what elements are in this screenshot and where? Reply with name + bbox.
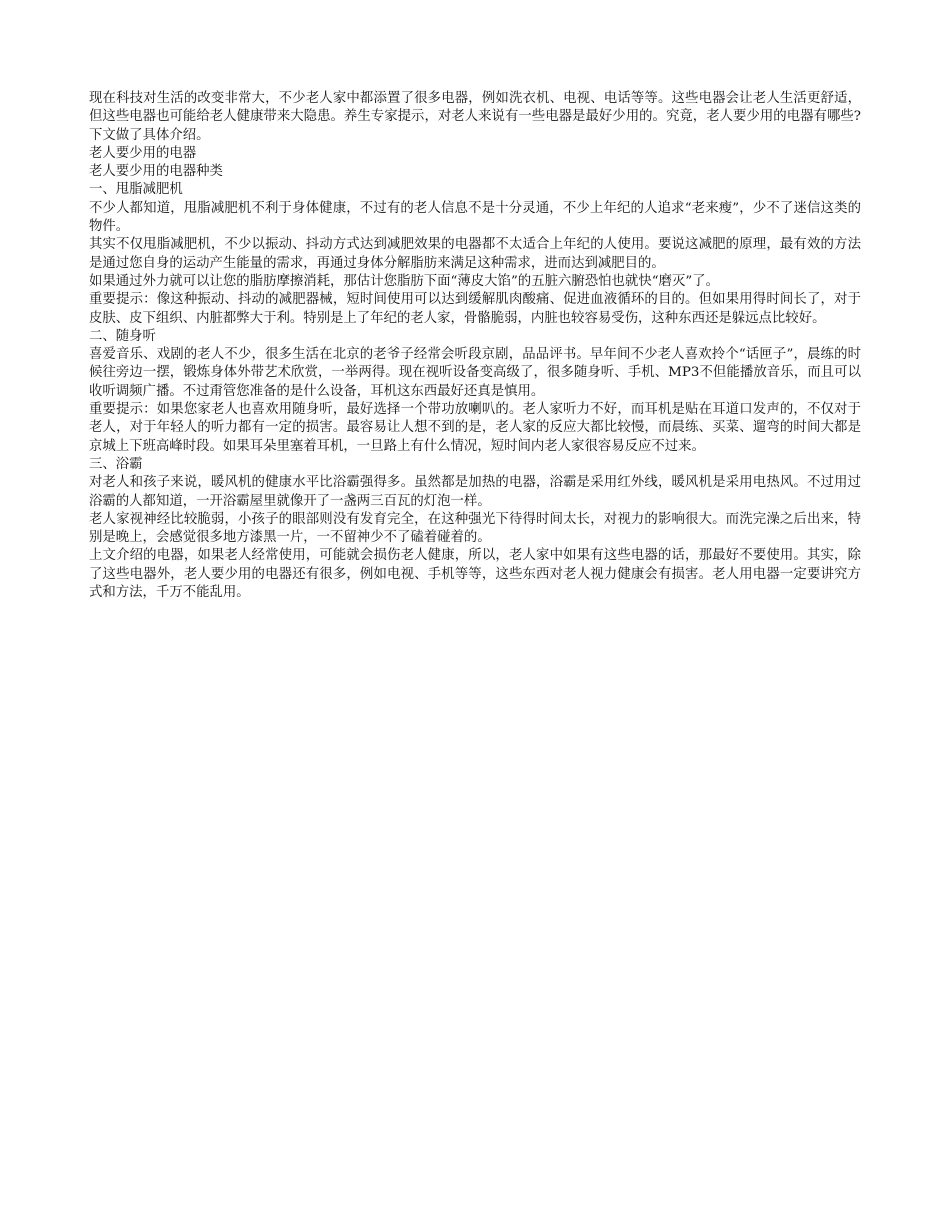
- article-body: [89, 90, 861, 602]
- conclusion-paragraph: 上文介绍的电器，如果老人经常使用，可能就会损伤老人健康，所以，老人家中如果有这些电器的话，那最好不要使用。其实，除了这些电器外，老人要少用的电器还有很多，例如电视、手机等等，这些东西对老人视力健康会有损害。老人用电器一定要讲究方式和方法，千万不能乱用。: [89, 548, 861, 601]
- paragraph: 不少人都知道，甩脂减肥机不利于身体健康，不过有的老人信息不是十分灵通，不少上年纪的人追求“老来瘦”，少不了迷信这类的物件。: [89, 200, 861, 235]
- section-heading-walkman: 二、随身听: [89, 328, 156, 344]
- tip-paragraph: 重要提示：像这种振动、抖动的减肥器械，短时间使用可以达到缓解肌肉酸痛、促进血液循环的目的。但如果用得时间长了，对于皮肤、皮下组织、内脏都弊大于利。特别是上了年纪的老人家，骨骼脆弱，内脏也较容易受伤，这种东西还是躲远点比较好。: [89, 292, 861, 326]
- section-heading-bath-heater: 三、浴霸: [89, 456, 143, 472]
- paragraph: 喜爱音乐、戏剧的老人不少，很多生活在北京的老爷子经常会听段京剧，品品评书。早年间不少老人喜欢拎个“话匣子”，晨练的时候往旁边一摆，锻炼身体外带艺术欣赏，一举两得。现在视听设备变高级了，很多随身听、手机、MP3不但能播放音乐，而且可以收听调频广播。不过甭管您准备的是什么设备，耳机这东西最好还真是慎用。: [89, 347, 861, 399]
- paragraph: 如果通过外力就可以让您的脂肪摩擦消耗，那估计您脂肪下面“薄皮大馅”的五脏六腑恐怕也就快“磨灭”了。: [89, 273, 719, 289]
- section-heading-fat-shaker: 一、甩脂减肥机: [89, 182, 183, 198]
- article-title: 老人要少用的电器: [89, 145, 197, 161]
- tip-paragraph: 重要提示：如果您家老人也喜欢用随身听，最好选择一个带功放喇叭的。老人家听力不好，而耳机是贴在耳道口发声的，不仅对于老人，对于年轻人的听力都有一定的损害。最容易让人想不到的是，老人家的反应大都比较慢，而晨练、买菜、遛弯的时间大都是京城上下班高峰时段。如果耳朵里塞着耳机，一旦路上有什么情况，短时间内老人家很容易反应不过来。: [89, 402, 861, 454]
- paragraph: 老人家视神经比较脆弱，小孩子的眼部则没有发育完全，在这种强光下待得时间太长，对视力的影响很大。而洗完澡之后出来，特别是晚上，会感觉很多地方漆黑一片，一不留神少不了磕着碰着的。: [89, 511, 861, 546]
- article-subtitle: 老人要少用的电器种类: [89, 164, 223, 180]
- paragraph: 对老人和孩子来说，暖风机的健康水平比浴霸强得多。虽然都是加热的电器，浴霸是采用红外线，暖风机是采用电热风。不过用过浴霸的人都知道，一开浴霸屋里就像开了一盏两三百瓦的灯泡一样。: [89, 475, 861, 509]
- paragraph: 其实不仅甩脂减肥机，不少以振动、抖动方式达到减肥效果的电器都不太适合上年纪的人使用。要说这减肥的原理，最有效的方法是通过您自身的运动产生能量的需求，再通过身体分解脂肪来满足这种需求，进而达到减肥目的。: [89, 237, 861, 271]
- intro-paragraph: 现在科技对生活的改变非常大，不少老人家中都添置了很多电器，例如洗衣机、电视、电话等等。这些电器会让老人生活更舒适，但这些电器也可能给老人健康带来大隐患。养生专家提示，对老人来说有一些电器是最好少用的。究竟，老人要少用的电器有哪些?下文做了具体介绍。: [89, 91, 861, 143]
